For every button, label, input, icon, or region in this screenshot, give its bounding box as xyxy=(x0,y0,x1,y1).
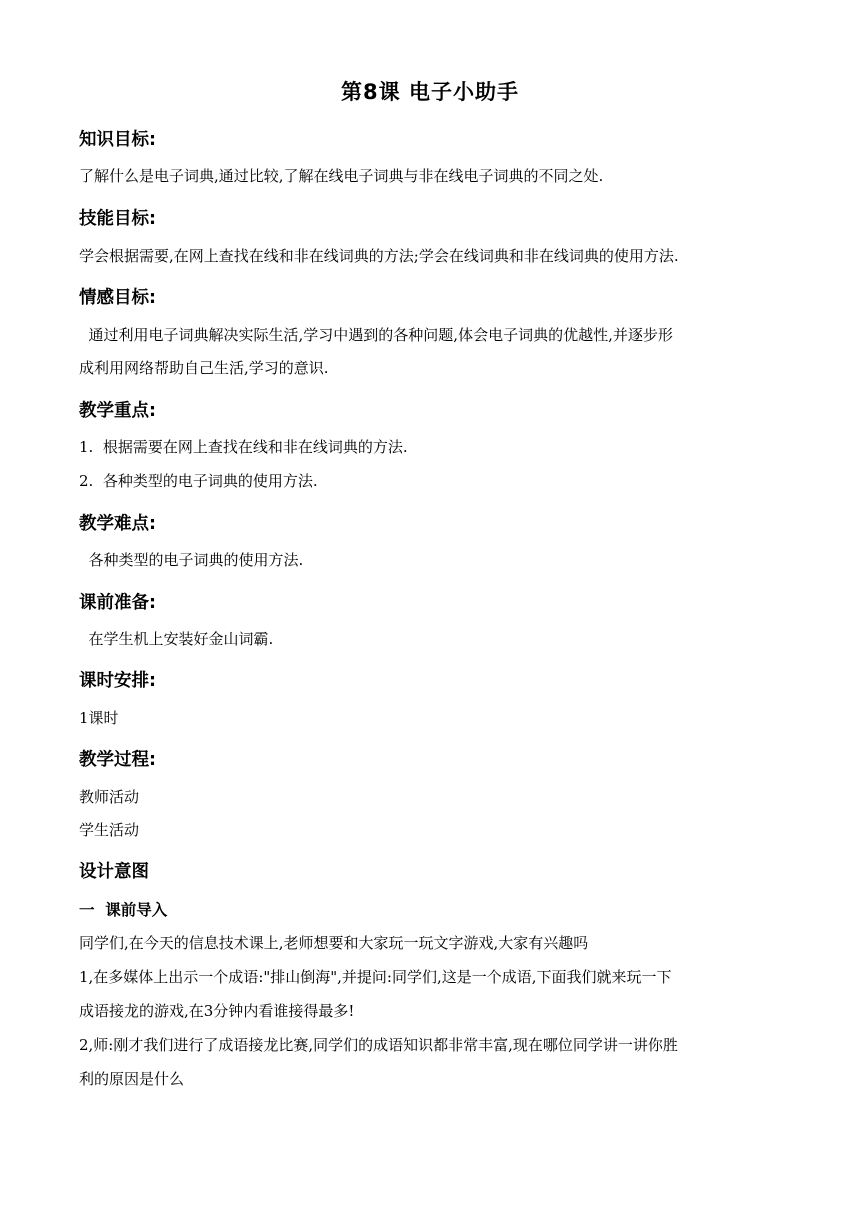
skill-goal-heading: 技能目标: xyxy=(79,209,156,229)
intro-heading: 一 课前导入 xyxy=(79,901,168,919)
design-intent-heading: 设计意图 xyxy=(79,862,149,882)
preparation-heading: 课前准备: xyxy=(79,593,156,613)
page-title: 第8课 电子小助手 xyxy=(341,80,519,104)
knowledge-goal-heading: 知识目标: xyxy=(79,130,156,150)
emotion-goal-text-line1: 通过利用电子词典解决实际生活,学习中遇到的各种问题,体会电子词典的优越性,并逐步形 xyxy=(79,326,673,344)
intro-paragraph-3-line1: 2,师:刚才我们进行了成语接龙比赛,同学们的成语知识都非常丰富,现在哪位同学讲一讲你胜 xyxy=(79,1036,678,1054)
schedule-heading: 课时安排: xyxy=(79,671,156,691)
difficulty-text: 各种类型的电子词典的使用方法. xyxy=(79,551,304,569)
intro-paragraph-1: 同学们,在今天的信息技术课上,老师想要和大家玩一玩文字游戏,大家有兴趣吗 xyxy=(79,934,589,952)
preparation-text: 在学生机上安装好金山词霸. xyxy=(79,630,274,648)
key-point-item-1: 1. 根据需要在网上查找在线和非在线词典的方法. xyxy=(79,438,408,456)
teacher-activity-label: 教师活动 xyxy=(79,788,140,806)
schedule-text: 1课时 xyxy=(79,709,119,727)
process-heading: 教学过程: xyxy=(79,750,156,770)
emotion-goal-heading: 情感目标: xyxy=(79,288,156,308)
intro-paragraph-2-line2: 成语接龙的游戏,在3分钟内看谁接得最多! xyxy=(79,1002,355,1020)
skill-goal-text: 学会根据需要,在网上查找在线和非在线词典的方法;学会在线词典和非在线词典的使用方法. xyxy=(79,247,679,265)
difficulty-heading: 教学难点: xyxy=(79,514,156,534)
emotion-goal-text-line2: 成利用网络帮助自己生活,学习的意识. xyxy=(79,359,329,377)
key-point-item-2: 2. 各种类型的电子词典的使用方法. xyxy=(79,472,318,490)
knowledge-goal-text: 了解什么是电子词典,通过比较,了解在线电子词典与非在线电子词典的不同之处. xyxy=(79,167,604,185)
intro-paragraph-3-line2: 利的原因是什么 xyxy=(79,1070,185,1088)
student-activity-label: 学生活动 xyxy=(79,821,140,839)
intro-paragraph-2-line1: 1,在多媒体上出示一个成语:"排山倒海",并提问:同学们,这是一个成语,下面我们就来玩一下 xyxy=(79,968,672,986)
key-points-heading: 教学重点: xyxy=(79,401,156,421)
